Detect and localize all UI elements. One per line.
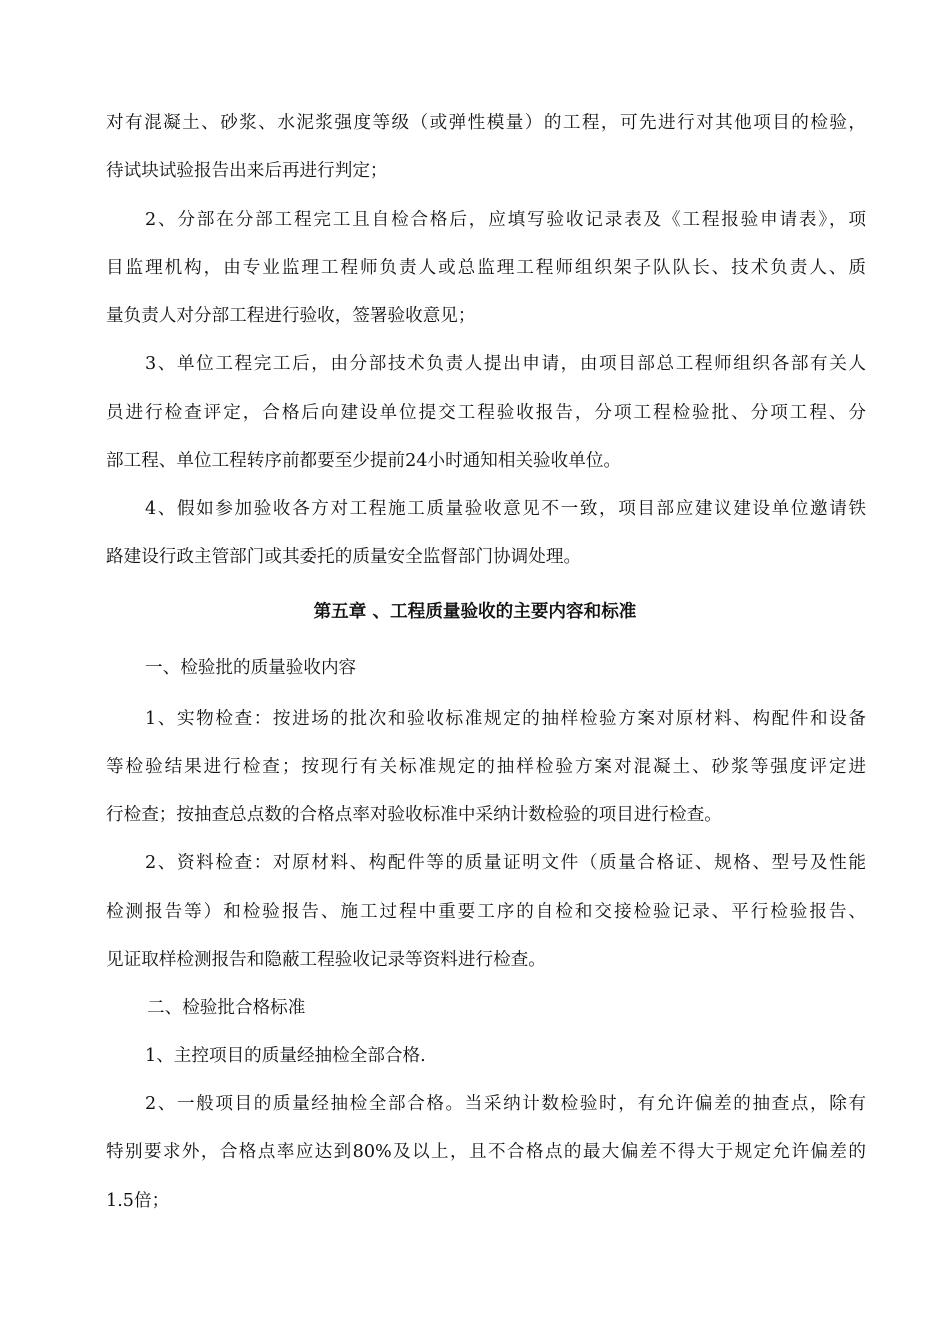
section-heading: 一、检验批的质量验收内容: [145, 658, 357, 678]
paragraph-line: 量负责人对分部工程进行验收，签署验收意见；: [106, 306, 476, 326]
paragraph-line: 1、实物检查：按进场的批次和验收标准规定的抽样检验方案对原材料、构配件和设备: [145, 709, 866, 729]
paragraph-line: 3、单位工程完工后，由分部技术负责人提出申请，由项目部总工程师组织各部有关人: [145, 354, 866, 374]
paragraph-line: 员进行检查评定，合格后向建设单位提交工程验收报告，分项工程检验批、分项工程、分: [106, 403, 866, 423]
paragraph-line: 2、一般项目的质量经抽检全部合格。当采纳计数检验时，有允许偏差的抽查点，除有: [145, 1094, 866, 1114]
paragraph-line: 2、资料检查：对原材料、构配件等的质量证明文件（质量合格证、规格、型号及性能: [145, 853, 866, 873]
paragraph-line: 目监理机构，由专业监理工程师负责人或总监理工程师组织架子队队长、技术负责人、质: [106, 258, 866, 278]
paragraph-line: 4、假如参加验收各方对工程施工质量验收意见不一致，项目部应建议建设单位邀请铁: [145, 499, 866, 519]
paragraph-line: 1、主控项目的质量经抽检全部合格.: [145, 1046, 426, 1066]
paragraph-line: 2、分部在分部工程完工且自检合格后，应填写验收记录表及《工程报验申请表》，项: [145, 210, 866, 230]
paragraph-line: 路建设行政主管部门或其委托的质量安全监督部门协调处理。: [106, 547, 582, 567]
paragraph-line: 特别要求外，合格点率应达到80%及以上，且不合格点的最大偏差不得大于规定允许偏差的: [106, 1142, 866, 1162]
paragraph-line: 等检验结果进行检查；按现行有关标准规定的抽样检验方案对混凝土、砂浆等强度评定进: [106, 757, 866, 777]
paragraph-line: 见证取样检测报告和隐蔽工程验收记录等资料进行检查。: [106, 950, 546, 970]
paragraph-line: 对有混凝土、砂浆、水泥浆强度等级（或弹性模量）的工程，可先进行对其他项目的检验，: [106, 113, 866, 133]
paragraph-line: 待试块试验报告出来后再进行判定；: [106, 161, 388, 181]
section-heading: 二、检验批合格标准: [147, 998, 306, 1018]
paragraph-line: 检测报告等）和检验报告、施工过程中重要工序的自检和交接检验记录、平行检验报告、: [106, 902, 866, 922]
paragraph-line: 部工程、单位工程转序前都要至少提前24小时通知相关验收单位。: [106, 451, 622, 471]
paragraph-line: 1.5倍；: [106, 1191, 170, 1211]
chapter-heading: 第五章 、工程质量验收的主要内容和标准: [313, 601, 637, 622]
paragraph-line: 行检查；按抽查总点数的合格点率对验收标准中采纳计数检验的项目进行检查。: [106, 805, 722, 825]
